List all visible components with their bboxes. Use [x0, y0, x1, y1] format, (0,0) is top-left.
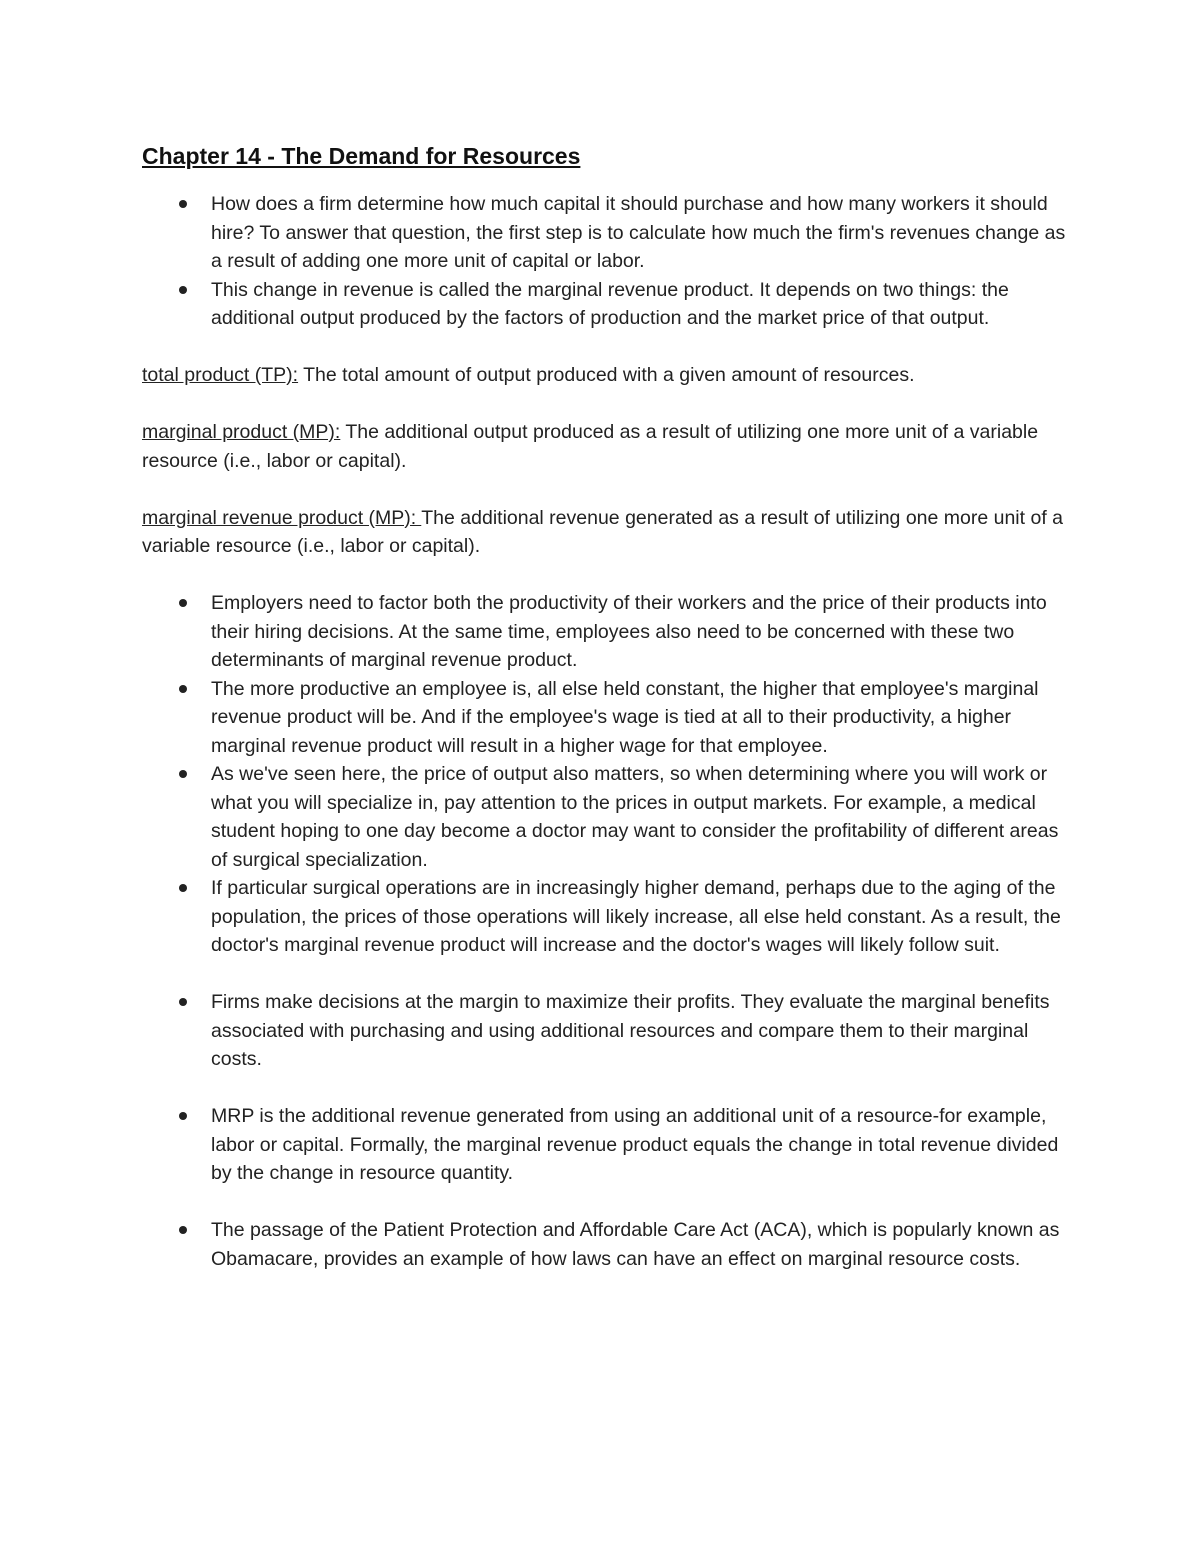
definition-text: The total amount of output produced with a given amount of resources.: [298, 364, 915, 386]
list-item: [142, 1216, 1072, 1273]
bullet-list-mrp: [142, 1102, 1072, 1188]
list-item: [142, 276, 1072, 333]
list-item: [142, 1102, 1072, 1188]
definition-marginal-revenue-product: [142, 504, 1072, 561]
bullet-list-intro: [142, 190, 1072, 333]
spacer: [142, 333, 1072, 362]
definition-text: The additional revenue generated as a result of utilizing one more unit of a variable resource (i.e., labor or capital).: [142, 506, 1064, 557]
spacer: [142, 475, 1072, 504]
list-item-text: Firms make decisions at the margin to maximize their profits. They evaluate the marginal benefits associated with purchasing and using additional resources and compare them to their marginal costs.: [211, 991, 1050, 1070]
list-item: [142, 988, 1072, 1074]
list-item-text: If particular surgical operations are in increasingly higher demand, perhaps due to the aging of the population, the prices of those operations will likely increase, all else held constant. As a result, the doctor's marginal revenue product will increase and the doctor's wages will likely follow suit.: [211, 877, 1061, 956]
list-item: [142, 589, 1072, 675]
bullet-icon: [179, 200, 187, 208]
bullet-icon: [179, 1112, 187, 1120]
spacer: [142, 390, 1072, 419]
bullet-icon: [179, 884, 187, 892]
list-item-text: The more productive an employee is, all else held constant, the higher that employee's marginal revenue product will be. And if the employee's wage is tied at all to their productivity, a higher marginal revenue product will result in a higher wage for that employee.: [211, 677, 1039, 757]
bullet-list-margin: [142, 988, 1072, 1074]
spacer: [142, 960, 1072, 989]
definition-text: The additional output produced as a result of utilizing one more unit of a variable resource (i.e., labor or capital).: [142, 421, 1039, 472]
list-item-text: MRP is the additional revenue generated from using an additional unit of a resource-for example, labor or capital. Formally, the marginal revenue product equals the change in total revenue divided by the change in resource quantity.: [211, 1105, 1059, 1184]
definition-term: marginal revenue product (MP):: [142, 506, 422, 529]
bullet-icon: [179, 1226, 187, 1234]
list-item-text: How does a firm determine how much capital it should purchase and how many workers it should hire? To answer that question, the first step is to calculate how much the firm's revenues change as a result of adding one more unit of capital or labor.: [211, 193, 1066, 272]
list-item-text: The passage of the Patient Protection and Affordable Care Act (ACA), which is popularly known as Obamacare, provides an example of how laws can have an effect on marginal resource costs.: [211, 1219, 1060, 1270]
list-item-text: This change in revenue is called the marginal revenue product. It depends on two things: the additional output produced by the factors of production and the market price of that output.: [211, 278, 1009, 329]
definition-term: total product (TP):: [142, 364, 299, 386]
definition-term: marginal product (MP):: [142, 421, 341, 443]
list-item-text: As we've seen here, the price of output also matters, so when determining where you will work or what you will specialize in, pay attention to the prices in output markets. For example, a medical student hoping to one day become a doctor may want to consider the profitability of different areas of surgical specialization.: [211, 763, 1059, 871]
document-body: [142, 140, 1072, 1273]
bullet-list-employers: [142, 589, 1072, 960]
definition-total-product: [142, 361, 1072, 390]
bullet-icon: [179, 770, 187, 778]
bullet-icon: [179, 685, 187, 693]
spacer: [142, 1074, 1072, 1103]
spacer: [142, 561, 1072, 590]
list-item: [142, 874, 1072, 960]
list-item: [142, 190, 1072, 276]
list-item-text: Employers need to factor both the productivity of their workers and the price of their products into their hiring decisions. At the same time, employees also need to be concerned with these two determinants of marginal revenue product.: [211, 592, 1047, 671]
bullet-icon: [179, 599, 187, 607]
page-title: Chapter 14 - The Demand for Resources: [142, 143, 581, 169]
list-item: [142, 760, 1072, 874]
bullet-list-aca: [142, 1216, 1072, 1273]
list-item: [142, 675, 1072, 761]
bullet-icon: [179, 998, 187, 1006]
bullet-icon: [179, 286, 187, 294]
definition-marginal-product: [142, 418, 1072, 475]
spacer: [142, 1188, 1072, 1217]
